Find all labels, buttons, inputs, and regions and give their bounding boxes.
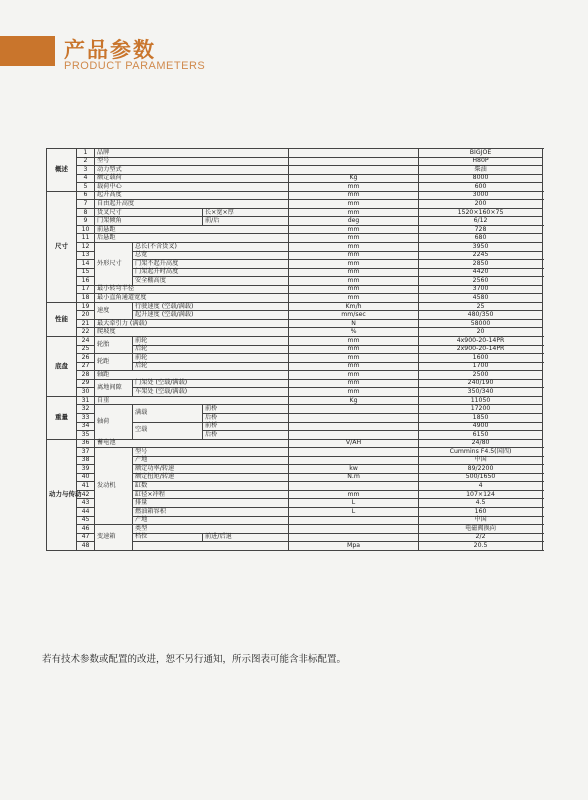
item-label: 起升高度 [95,191,289,200]
unit-cell [289,525,419,534]
table-row [47,405,543,414]
value-shared: 4.5 [419,499,543,508]
item-label: 轮胎 [95,337,133,354]
unit-cell: mm [289,183,419,192]
table-row [47,354,543,363]
unit-cell: Kg [289,396,419,405]
item-label: 型号 [95,157,289,166]
group-label: 重量 [47,396,77,439]
table-row [47,208,543,217]
row-number: 26 [77,354,95,363]
item-label: 轴荷 [95,405,133,439]
table-row [47,200,543,209]
unit-cell [289,516,419,525]
item-label: 离地间隙 [95,379,133,396]
item-sublabel: 额定扭矩/转速 [133,473,289,482]
row-number: 10 [77,225,95,234]
table-row [47,337,543,346]
row-number: 41 [77,482,95,491]
item-sublabel: 满载 [133,405,203,422]
item-label: 后悬距 [95,234,289,243]
item-label: 变速箱 [95,525,133,551]
row-number: 4 [77,174,95,183]
unit-cell: mm [289,191,419,200]
table-row [47,243,543,252]
unit-cell: V/AH [289,439,419,448]
item-sublabel: 安全棚高度 [133,277,289,286]
value-h80p: 4580 [419,294,543,303]
value-shared: 中国 [419,456,543,465]
row-number: 3 [77,166,95,175]
item-sublabel: 缸数 [133,482,289,491]
row-number: 5 [77,183,95,192]
item-sublabel: 档位 [133,533,203,542]
row-number: 39 [77,465,95,474]
value-h80p: 680 [419,234,543,243]
unit-cell: mm [289,225,419,234]
row-number: 31 [77,396,95,405]
value-h80p: 17200 [419,405,543,414]
unit-cell [289,405,419,414]
row-number: 43 [77,499,95,508]
item-label: 自由起升高度 [95,200,289,209]
table-row [47,217,543,226]
value-shared: 500/1650 [419,473,543,482]
row-number: 14 [77,260,95,269]
row-number: 45 [77,516,95,525]
item-sublabel: 后轮 [133,362,289,371]
row-number: 16 [77,277,95,286]
value-shared: 25 [419,302,543,311]
item-label: 爬坡度 [95,328,289,337]
item-sublabel: 前轮 [133,354,289,363]
item-sublabel: 前轮 [133,337,289,346]
unit-cell: mm [289,208,419,217]
item-label: 门架倾角 [95,217,203,226]
unit-cell [289,482,419,491]
row-number: 44 [77,507,95,516]
value-shared: 160 [419,507,543,516]
item-label: 载荷中心 [95,183,289,192]
table-row [47,525,543,534]
unit-cell: mm [289,234,419,243]
value-h80p: 6150 [419,431,543,440]
table-row [47,328,543,337]
row-number: 6 [77,191,95,200]
value-h80p: 1850 [419,413,543,422]
row-number: 18 [77,294,95,303]
table-row [47,157,543,166]
page-subtitle: PRODUCT PARAMETERS [64,60,206,72]
item-sublabel: 总长(不含货叉) [133,243,289,252]
item-label: 最大牵引力 (满载) [95,319,289,328]
unit-cell: mm/sec [289,311,419,320]
unit-cell: mm [289,285,419,294]
table-row [47,319,543,328]
item-label: 品牌 [95,149,289,158]
item-label: 前悬距 [95,225,289,234]
table-row [47,448,543,457]
item-label: 额定载荷 [95,174,289,183]
group-label: 概述 [47,149,77,192]
value-shared: 2560 [419,277,543,286]
value-shared: 柴油 [419,166,543,175]
table-row [47,191,543,200]
row-number: 12 [77,243,95,252]
item-sublabel: 产地 [133,516,289,525]
row-number: 32 [77,405,95,414]
row-number: 48 [77,542,95,551]
row-number: 29 [77,379,95,388]
row-number: 21 [77,319,95,328]
value-shared: 6/12 [419,217,543,226]
value-shared: 200 [419,200,543,209]
row-number: 22 [77,328,95,337]
table-row [47,285,543,294]
item-sublabel: 排量 [133,499,289,508]
value-h80p: 1520×160×75 [419,208,543,217]
table-row [47,149,543,158]
unit-cell: mm [289,268,419,277]
row-number: 37 [77,448,95,457]
value-shared: 3000 [419,191,543,200]
value-shared: 2x900-20-14PR [419,345,543,354]
row-number: 36 [77,439,95,448]
row-number: 9 [77,217,95,226]
unit-cell [289,456,419,465]
unit-cell: N.m [289,473,419,482]
item-sublabel: 缸径×冲程 [133,490,289,499]
item-label: 轴距 [95,371,289,380]
table-row [47,225,543,234]
row-number: 11 [77,234,95,243]
unit-cell: mm [289,371,419,380]
unit-cell: L [289,499,419,508]
table-row [47,371,543,380]
row-number: 20 [77,311,95,320]
unit-cell: mm [289,337,419,346]
unit-cell: mm [289,379,419,388]
unit-cell: mm [289,388,419,397]
value-shared: 2850 [419,260,543,269]
unit-cell: mm [289,345,419,354]
item-sublabel: 门架起升时高度 [133,268,289,277]
unit-cell [289,149,419,158]
value-shared: 107×124 [419,490,543,499]
row-number: 7 [77,200,95,209]
item-label: 蓄电池 [95,439,289,448]
table-row [47,396,543,405]
value-h80p: 8000 [419,174,543,183]
unit-cell: deg [289,217,419,226]
row-number: 24 [77,337,95,346]
table-row [47,439,543,448]
item-sublabel: 燃油箱容积 [133,507,289,516]
row-number: 8 [77,208,95,217]
row-number: 13 [77,251,95,260]
value-shared: 4 [419,482,543,491]
unit-cell [289,157,419,166]
value-shared: 中国 [419,516,543,525]
value-shared: 电磁阀换向 [419,525,543,534]
item-sublabel: 行驶速度 (空载/满载) [133,302,289,311]
value-h80p: 3700 [419,285,543,294]
value-shared: 2245 [419,251,543,260]
row-number: 35 [77,431,95,440]
header-accent-block [0,36,55,66]
item-label: 最小转弯半径 [95,285,289,294]
value-shared: 2/2 [419,533,543,542]
value-h80p: 11050 [419,396,543,405]
value-shared: 20 [419,328,543,337]
table-row [47,234,543,243]
value-h80p: H80P [419,157,543,166]
row-number: 27 [77,362,95,371]
unit-cell: mm [289,490,419,499]
value-shared: BIGJOE [419,149,543,158]
item-label: 发动机 [95,448,133,525]
item-sublabel: 型号 [133,448,289,457]
group-label: 动力与传动 [47,439,77,550]
row-number: 2 [77,157,95,166]
row-number: 47 [77,533,95,542]
value-shared: 240/190 [419,379,543,388]
value-shared: 1600 [419,354,543,363]
unit-cell [289,533,419,542]
unit-cell [289,166,419,175]
value-h80p: 3950 [419,243,543,252]
unit-cell: mm [289,277,419,286]
unit-cell [289,422,419,431]
value-h80p: 4900 [419,422,543,431]
item-label: 动力型式 [95,166,289,175]
row-number: 28 [77,371,95,380]
item-detail: 前桥 [203,405,289,414]
row-number: 33 [77,413,95,422]
table-row [47,183,543,192]
item-detail: 前/后 [203,217,289,226]
row-number: 17 [77,285,95,294]
item-sublabel: 门架处 (空载/满载) [133,379,289,388]
item-sublabel: 类型 [133,525,289,534]
table-row [47,302,543,311]
item-detail: 长×宽×厚 [203,208,289,217]
unit-cell: N [289,319,419,328]
unit-cell: mm [289,260,419,269]
value-shared: 4420 [419,268,543,277]
unit-cell: Km/h [289,302,419,311]
item-sublabel: 额定功率/转速 [133,465,289,474]
value-h80p: 2500 [419,371,543,380]
group-label: 尺寸 [47,191,77,302]
value-h80p: 480/350 [419,311,543,320]
spec-table [46,148,543,551]
value-shared: 350/340 [419,388,543,397]
group-label: 底盘 [47,337,77,397]
item-sublabel: 空载 [133,422,203,439]
row-number: 15 [77,268,95,277]
row-number: 30 [77,388,95,397]
unit-cell: Kg [289,174,419,183]
footnote: 若有技术参数或配置的改进，恕不另行通知，所示图表可能含非标配置。 [42,654,347,665]
value-h80p: 58000 [419,319,543,328]
unit-cell: mm [289,200,419,209]
table-row [47,174,543,183]
table-row [47,166,543,175]
row-number: 46 [77,525,95,534]
item-label: 最小直角通道宽度 [95,294,289,303]
table-row [47,294,543,303]
item-sublabel [133,542,289,551]
item-sublabel: 门架不起升高度 [133,260,289,269]
value-shared: Cummins F4.5(国四) [419,448,543,457]
item-detail: 前进/后退 [203,533,289,542]
item-sublabel: 车架处 (空载/满载) [133,388,289,397]
value-shared: 20.5 [419,542,543,551]
row-number: 34 [77,422,95,431]
unit-cell: L [289,507,419,516]
row-number: 1 [77,149,95,158]
unit-cell [289,448,419,457]
row-number: 38 [77,456,95,465]
group-label: 性能 [47,302,77,336]
value-shared: 89/2200 [419,465,543,474]
value-shared: 600 [419,183,543,192]
item-sublabel: 总宽 [133,251,289,260]
row-number: 42 [77,490,95,499]
item-detail: 前桥 [203,422,289,431]
item-detail: 后桥 [203,431,289,440]
value-shared: 1700 [419,362,543,371]
unit-cell [289,413,419,422]
row-number: 25 [77,345,95,354]
value-shared: 728 [419,225,543,234]
unit-cell: % [289,328,419,337]
item-label: 外形尺寸 [95,243,133,286]
unit-cell [289,431,419,440]
value-shared: 24/80 [419,439,543,448]
unit-cell: mm [289,294,419,303]
item-label: 货叉尺寸 [95,208,203,217]
item-sublabel: 后轮 [133,345,289,354]
item-label: 自重 [95,396,289,405]
value-shared: 4x900-20-14PR [419,337,543,346]
unit-cell: mm [289,251,419,260]
item-label: 速度 [95,302,133,319]
item-sublabel: 起升速度 (空载/满载) [133,311,289,320]
item-sublabel: 产地 [133,456,289,465]
item-detail: 后桥 [203,413,289,422]
unit-cell: mm [289,362,419,371]
item-label: 轮距 [95,354,133,371]
table-row [47,379,543,388]
unit-cell: mm [289,354,419,363]
row-number: 19 [77,302,95,311]
unit-cell: mm [289,243,419,252]
row-number: 40 [77,473,95,482]
unit-cell: kw [289,465,419,474]
unit-cell: Mpa [289,542,419,551]
page-title: 产品参数 [64,38,156,62]
